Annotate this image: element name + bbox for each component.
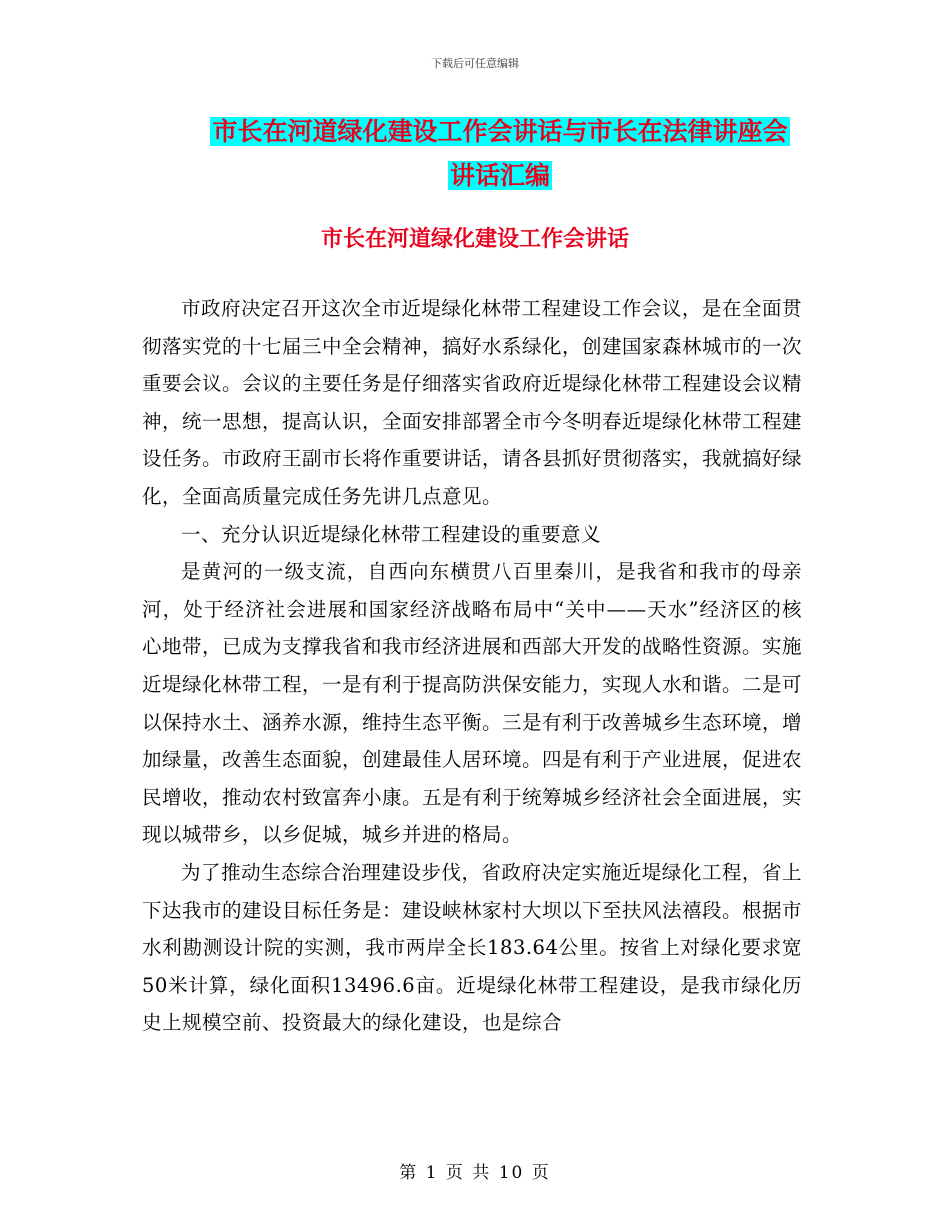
page-number: 第 1 页 共 10 页 [399, 1163, 551, 1183]
paragraph-targets: 为了推动生态综合治理建设步伐，省政府决定实施近堤绿化工程，省上下达我市的建设目标任务是：建设峡林家村大坝以下至扶风法禧段。根据市水利勘测设计院的实测，我市两岸全长183.64公里。按省上对绿化要求宽50米计算，绿化面积13496.6亩。近堤绿化林带工程建设，是我市绿化历史上规模空前、投资最大的绿化建设，也是综合 [142, 860, 803, 1035]
paragraph-intro: 市政府决定召开这次全市近堤绿化林带工程建设工作会议，是在全面贯彻落实党的十七届三中全会精神，搞好水系绿化，创建国家森林城市的一次重要会议。会议的主要任务是仔细落实省政府近堤绿化林带工程建设会议精神，统一思想，提高认识，全面安排部署全市今冬明春近堤绿化林带工程建设任务。市政府王副市长将作重要讲话，请各县抓好贯彻落实，我就搞好绿化，全面高质量完成任务先讲几点意见。 [142, 297, 803, 508]
document-title-line-2: 讲话汇编 [449, 161, 550, 190]
section-title: 市长在河道绿化建设工作会讲话 [320, 227, 629, 252]
document-title-line-1: 市长在河道绿化建设工作会讲话与市长在法律讲座会 [212, 117, 788, 146]
document-title [150, 110, 850, 198]
page-header-note: 下载后可任意编辑 [431, 57, 519, 70]
body-text [142, 290, 802, 1042]
paragraph-heading-1: 一、充分认识近堤绿化林带工程建设的重要意义 [181, 522, 602, 546]
paragraph-significance: 是黄河的一级支流，自西向东横贯八百里秦川，是我省和我市的母亲河，处于经济社会进展和国家经济战略布局中“关中——天水”经济区的核心地带，已成为支撑我省和我市经济进展和西部大开发的战略性资源。实施近堤绿化林带工程，一是有利于提高防洪保安能力，实现人水和谐。二是可以保持水土、涵养水源，维持生态平衡。三是有利于改善城乡生态环境，增加绿量，改善生态面貌，创建最佳人居环境。四是有利于产业进展，促进农民增收，推动农村致富奔小康。五是有利于统筹城乡经济社会全面进展，实现以城带乡，以乡促城，城乡并进的格局。 [142, 560, 803, 847]
